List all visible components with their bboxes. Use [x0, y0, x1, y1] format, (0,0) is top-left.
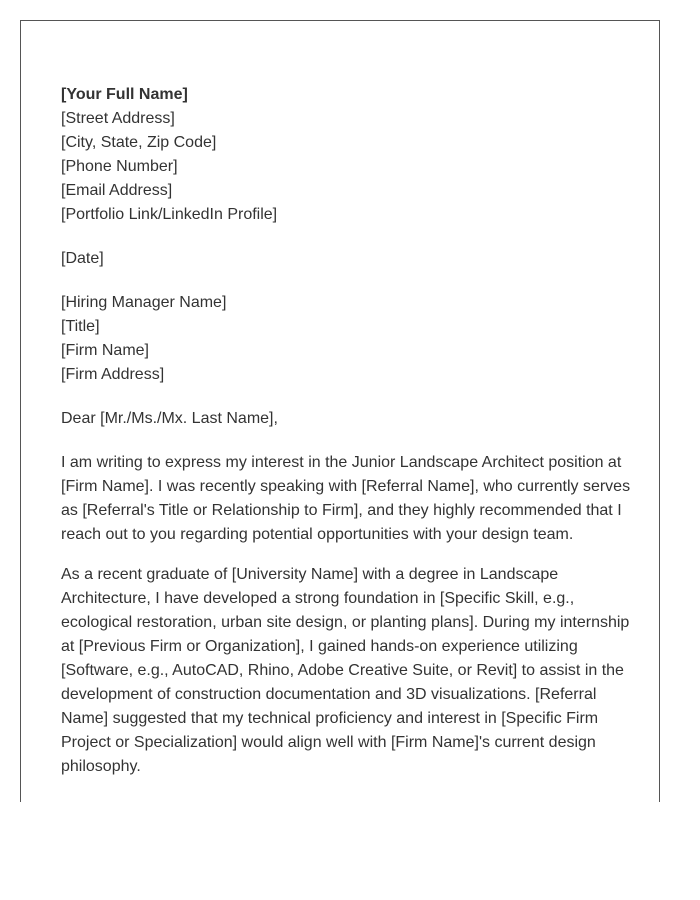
- recipient-title: [Title]: [61, 318, 100, 335]
- body-paragraph-1: I am writing to express my interest in the Junior Landscape Architect position at [Firm Name]. I was recently speaking with [Referral Name], who currently serves as [Referral's Title or Relationship to Firm], and they highly recommended that I reach out to you regarding potential opportunities with your design team.: [61, 454, 631, 543]
- sender-street: [Street Address]: [61, 110, 175, 127]
- recipient-name: [Hiring Manager Name]: [61, 294, 227, 311]
- recipient-firm: [Firm Name]: [61, 342, 149, 359]
- salutation: Dear [Mr./Ms./Mx. Last Name],: [61, 410, 278, 427]
- letter-content: [61, 83, 631, 795]
- letter-page: [20, 20, 660, 802]
- sender-name: [Your Full Name]: [61, 86, 188, 103]
- sender-phone: [Phone Number]: [61, 158, 178, 175]
- sender-portfolio: [Portfolio Link/LinkedIn Profile]: [61, 206, 278, 223]
- salutation-block: [61, 407, 631, 431]
- sender-email: [Email Address]: [61, 182, 173, 199]
- sender-block: [61, 83, 631, 227]
- letter-date: [Date]: [61, 250, 104, 267]
- recipient-address: [Firm Address]: [61, 366, 165, 383]
- recipient-block: [61, 291, 631, 387]
- body-paragraph-2: As a recent graduate of [University Name] with a degree in Landscape Architecture, I have developed a strong foundation in [Specific Skill, e.g., ecological restoration, urban site design, or planting plans]. During my internship at [Previous Firm or Organization], I gained hands-on experience utilizing [Software, e.g., AutoCAD, Rhino, Adobe Creative Suite, or Revit] to assist in the development of construction documentation and 3D visualizations. [Referral Name] suggested that my technical proficiency and interest in [Specific Firm Project or Specialization] would align well with [Firm Name]'s current design philosophy.: [61, 566, 630, 775]
- date-block: [61, 247, 631, 271]
- sender-city: [City, State, Zip Code]: [61, 134, 217, 151]
